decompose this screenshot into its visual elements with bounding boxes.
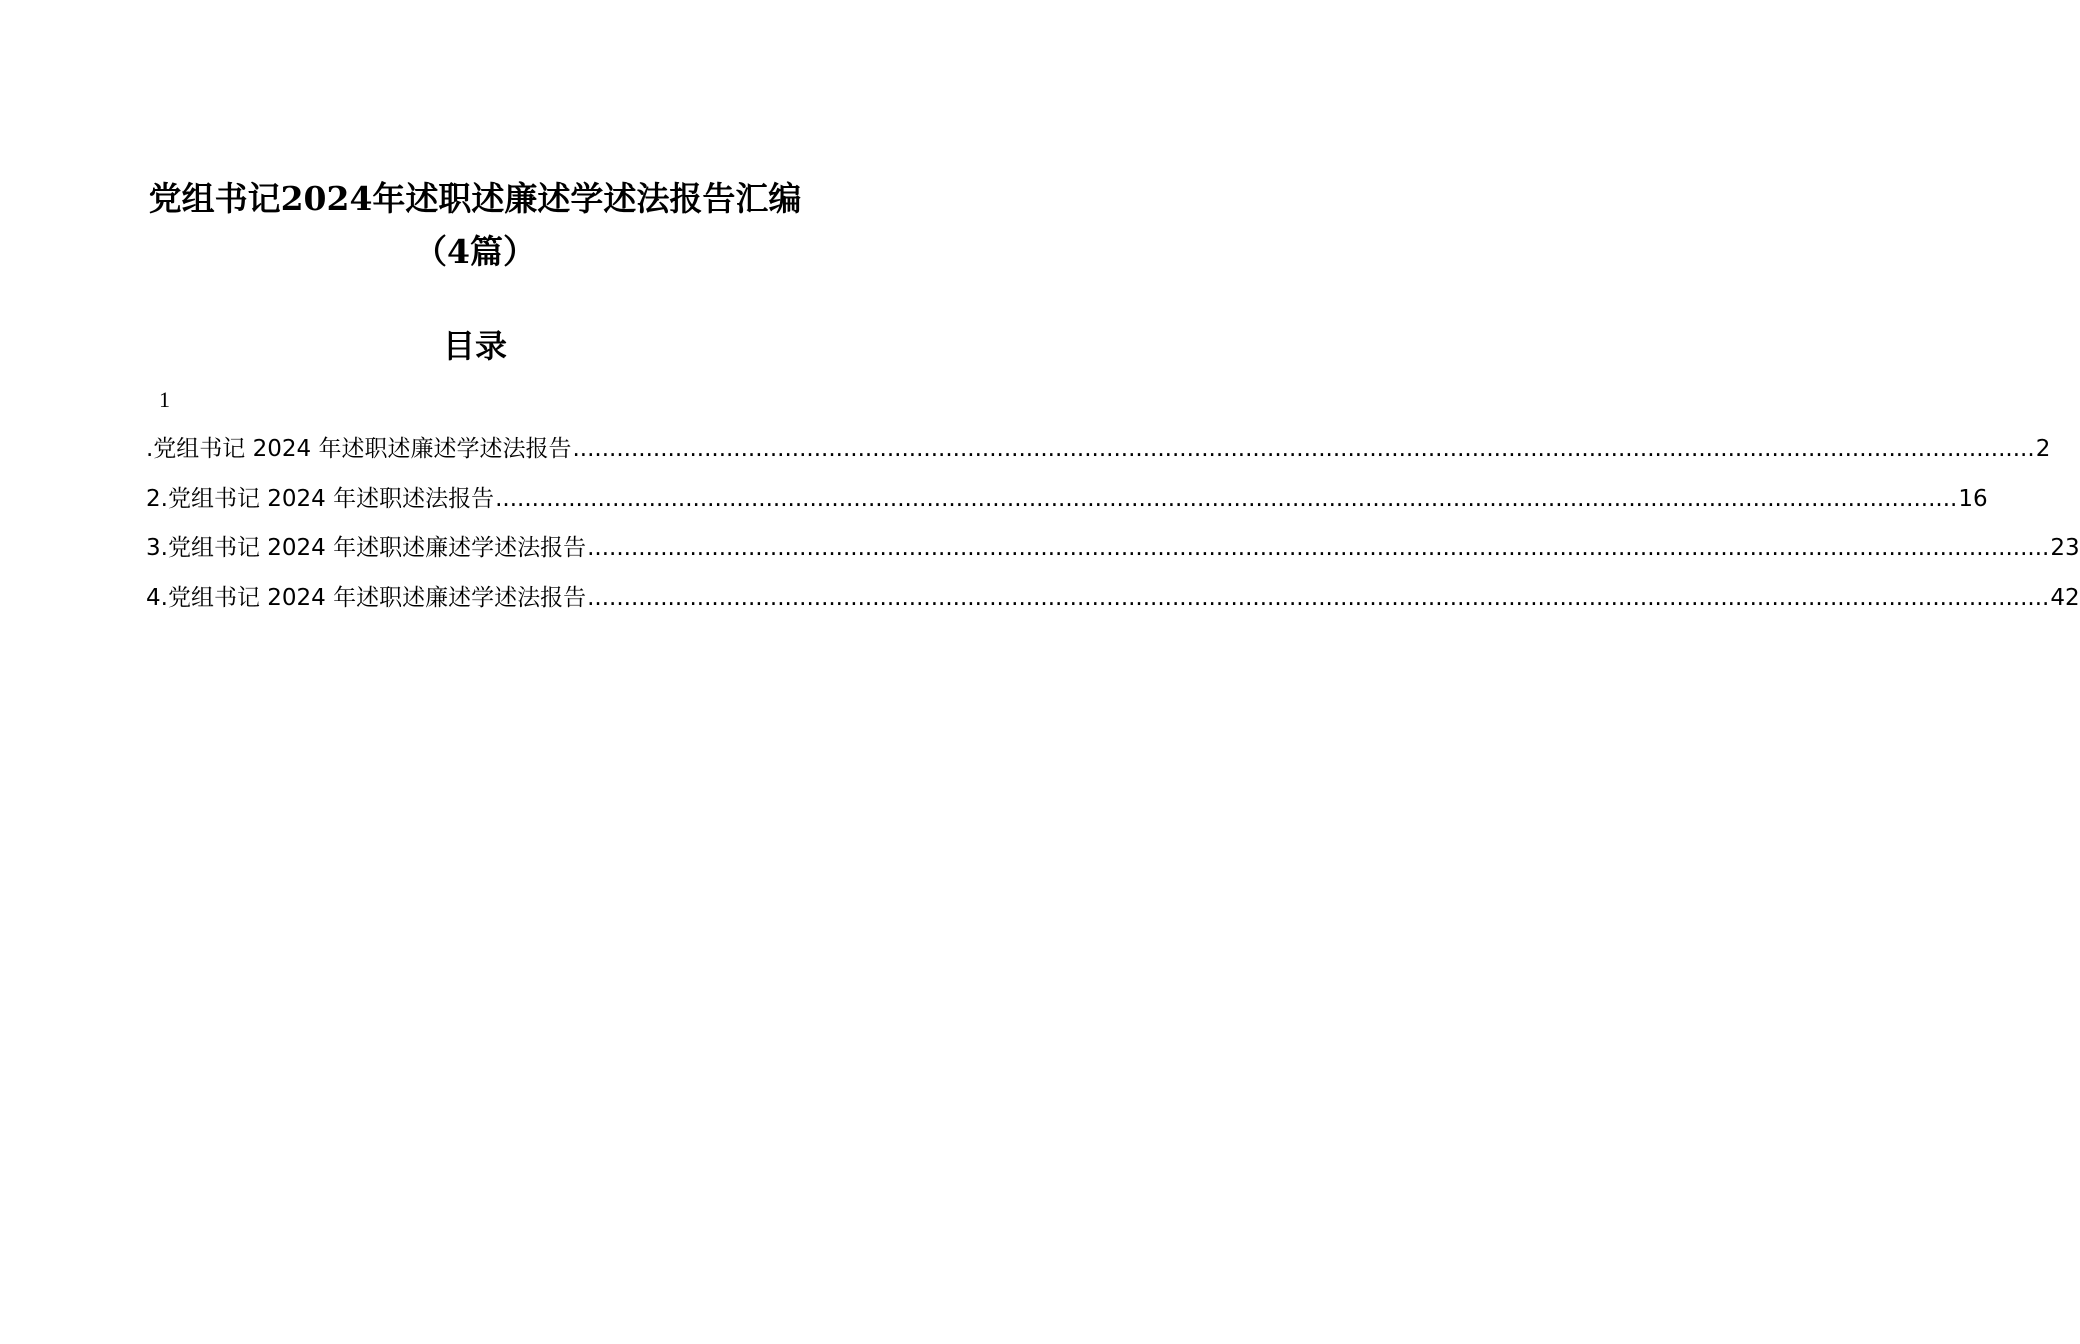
- toc-entry[interactable]: [146, 579, 2080, 629]
- toc-number-fragment: 1: [159, 387, 170, 412]
- toc-leader-dots: ........................................................................................................................................................................................................: [587, 535, 2050, 562]
- toc-leader-dots: ........................................................................................................................................................................................................: [572, 436, 2035, 462]
- toc-entry-label: 2.党组书记 2024 年述职述法报告: [146, 485, 495, 512]
- toc-entry[interactable]: [146, 430, 2051, 480]
- toc-entry-page: 42: [2050, 585, 2080, 612]
- toc-entry-label: .党组书记 2024 年述职述廉述学述法报告: [146, 436, 572, 462]
- toc-entry-page: 16: [1958, 485, 1988, 512]
- toc-heading: 目录: [442, 327, 507, 365]
- toc-entry-page: 2: [2035, 436, 2051, 462]
- document-title: 党组书记2024年述职述廉述学述法报告汇编（4篇）: [148, 179, 802, 271]
- toc-leader-dots: ........................................................................................................................................................................................................: [495, 485, 1958, 512]
- toc-entry[interactable]: [146, 529, 2080, 579]
- toc-leader-dots: ........................................................................................................................................................................................................: [587, 585, 2050, 612]
- toc-entry-label: 4.党组书记 2024 年述职述廉述学述法报告: [146, 585, 587, 612]
- toc-entry[interactable]: [146, 480, 1988, 530]
- toc-entry-page: 23: [2050, 535, 2080, 562]
- table-of-contents: [146, 430, 2080, 629]
- toc-entry-label: 3.党组书记 2024 年述职述廉述学述法报告: [146, 535, 587, 562]
